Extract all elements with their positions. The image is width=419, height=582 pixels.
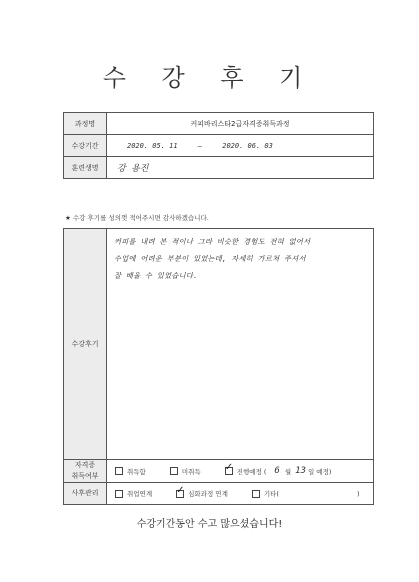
option-employment-label: 취업연계 — [127, 490, 153, 498]
course-label: 과정명 — [64, 113, 107, 135]
certificate-options — [107, 460, 374, 483]
course-value: 커피바리스타2급자격증취득과정 — [107, 113, 374, 135]
option-in-progress-label: 진행예정 ( — [236, 467, 267, 476]
period-value — [107, 135, 374, 157]
certificate-label — [64, 460, 107, 483]
checkbox-acquired[interactable] — [115, 467, 123, 475]
option-not-acquired[interactable] — [170, 467, 201, 476]
option-advanced-label: 심화과정 연계 — [188, 490, 228, 498]
month-unit: 월 — [284, 467, 292, 476]
certificate-row — [64, 460, 374, 483]
checkbox-other[interactable] — [252, 490, 260, 498]
checkbox-employment[interactable] — [115, 490, 123, 498]
trainee-label: 훈련생명 — [64, 157, 107, 179]
review-line: 커피를 내려 본 적이나 그라 비슷한 경험도 전혀 없어서 — [114, 237, 311, 246]
planned-day: 13 — [295, 466, 306, 476]
followup-options — [107, 483, 374, 505]
option-not-acquired-label: 미취득 — [181, 467, 201, 476]
trainee-row — [64, 157, 374, 179]
option-other-close: ) — [356, 489, 360, 498]
period-dash: — — [197, 141, 203, 150]
review-line: 잘 배울 수 있었습니다. — [114, 271, 198, 280]
period-end: 2020. 06. 03 — [222, 141, 273, 150]
period-label: 수강기간 — [64, 135, 107, 157]
course-info-table — [63, 112, 374, 179]
checkbox-advanced[interactable] — [176, 490, 184, 498]
option-employment[interactable] — [115, 489, 152, 498]
followup-label: 사후관리 — [64, 483, 107, 505]
option-other-label: 기타( — [263, 490, 279, 498]
footer-message: 수강기간동안 수고 많으셨습니다! — [136, 519, 283, 530]
review-content — [107, 229, 374, 460]
period-row — [64, 135, 374, 157]
checkbox-not-acquired[interactable] — [170, 467, 178, 475]
followup-row — [64, 483, 374, 505]
option-acquired[interactable] — [115, 467, 146, 476]
review-table — [63, 228, 374, 505]
certificate-label-line1: 자격증 — [74, 461, 96, 469]
notice-text: ★ 수강 후기를 성의껏 적어주시면 감사하겠습니다. — [65, 214, 209, 222]
option-other[interactable] — [252, 489, 360, 498]
period-start: 2020. 05. 11 — [127, 141, 178, 150]
trainee-value: 강 용진 — [107, 157, 374, 179]
day-unit: 일 예정) — [307, 467, 332, 476]
review-line: 수업에 어려운 부분이 있었는데, 자세히 가르쳐 주셔서 — [114, 254, 306, 263]
option-acquired-label: 취득함 — [127, 467, 146, 476]
checkbox-in-progress[interactable] — [225, 467, 233, 475]
option-in-progress[interactable] — [225, 466, 332, 476]
review-row — [64, 229, 374, 460]
course-row — [64, 113, 374, 135]
review-label: 수강후기 — [64, 229, 107, 460]
planned-month: 6 — [274, 466, 280, 476]
page-title: 수 강 후 기 — [102, 64, 317, 92]
review-lines — [114, 233, 310, 284]
certificate-label-line2: 취득여부 — [71, 472, 99, 480]
option-advanced[interactable] — [176, 489, 228, 498]
